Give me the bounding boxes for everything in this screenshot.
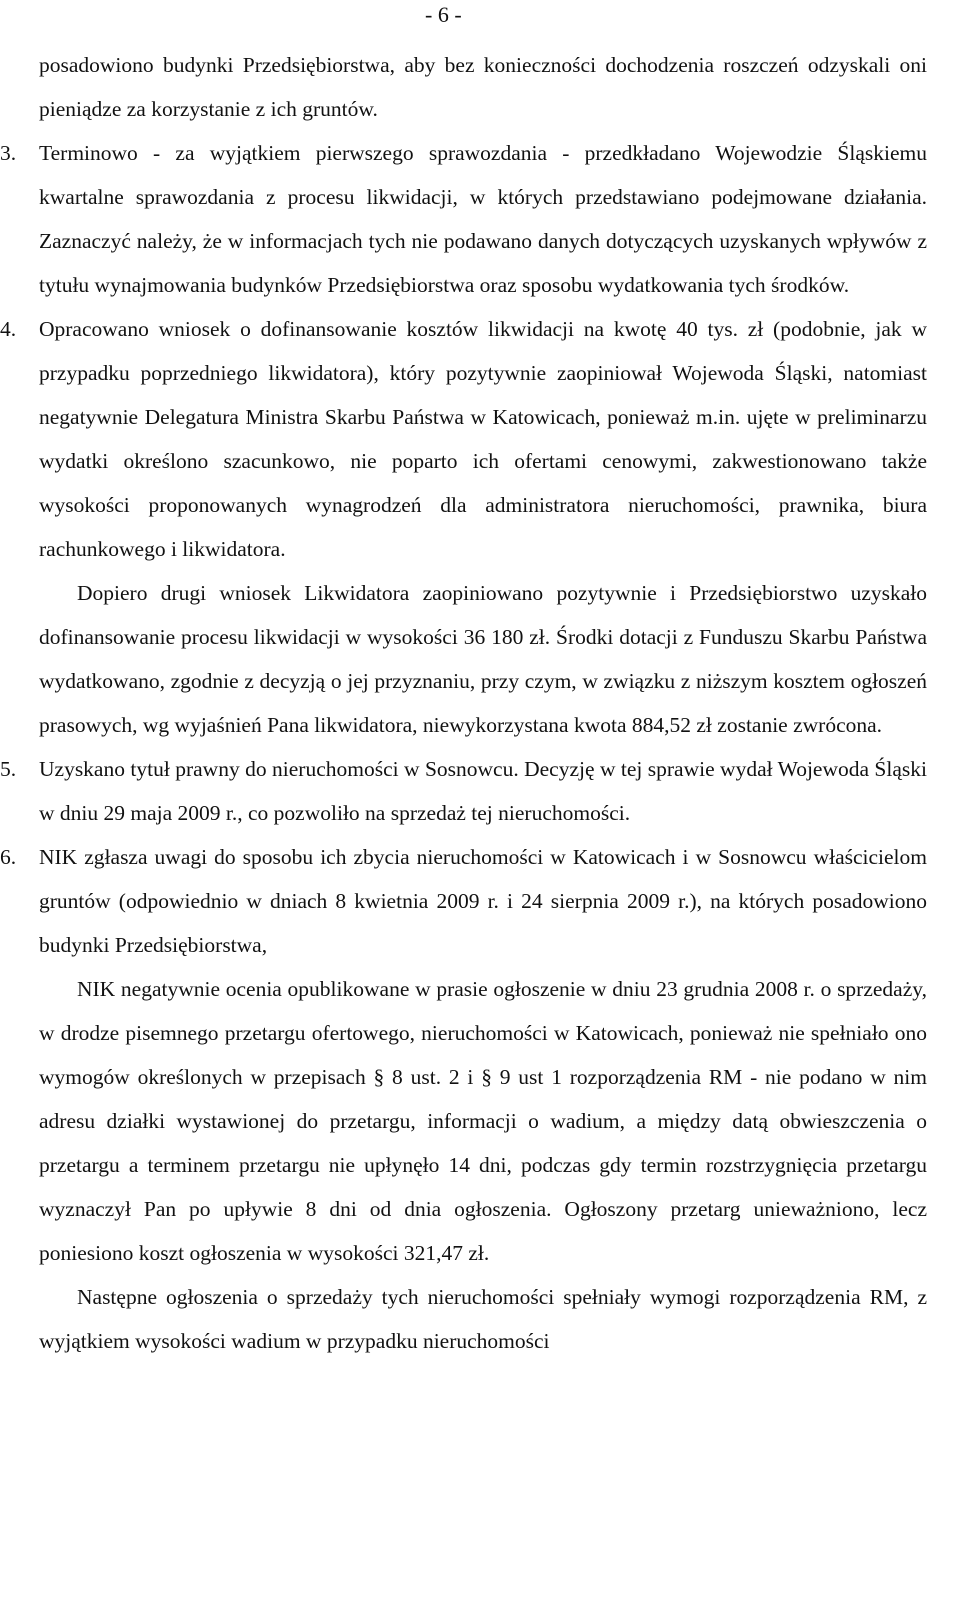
paragraph-dofinansowanie: Dopiero drugi wniosek Likwidatora zaopiniowano pozytywnie i Przedsiębiorstwo uzyskało dofinansowanie procesu likwidacji w wysokości 36 180 zł. Środki dotacji z Funduszu Skarbu Państwa wydatkowano, zgodnie z decyzją o jej przyznaniu, przy czym, w związku z niższym kosztem ogłoszeń prasowych, wg wyjaśnień Pana likwidatora, niewykorzystana kwota 884,52 zł zostanie zwrócona. [39,581,927,737]
list-item-4 [0,307,927,571]
paragraph-continuation: posadowiono budynki Przedsiębiorstwa, aby bez konieczności dochodzenia roszczeń odzyskali oni pieniądze za korzystanie z ich gruntów. [39,53,927,121]
list-number: 5. [0,757,17,781]
list-number: 3. [0,141,17,165]
list-item-text: Opracowano wniosek o dofinansowanie kosztów likwidacji na kwotę 40 tys. zł (podobnie, jak w przypadku poprzedniego likwidatora), który pozytywnie zaopiniował Wojewoda Śląski, natomiast negatywnie Delegatura Ministra Skarbu Państwa w Katowicach, ponieważ m.in. ujęte w preliminarzu wydatki określono szacunkowo, nie poparto ich ofertami cenowymi, zakwestionowano także wysokości proponowanych wynagrodzeń dla administratora nieruchomości, prawnika, biura rachunkowego i likwidatora. [39,317,927,561]
list-item-6 [0,835,927,967]
list-item-text: NIK zgłasza uwagi do sposobu ich zbycia nieruchomości w Katowicach i w Sosnowcu właścicielom gruntów (odpowiednio w dniach 8 kwietnia 2009 r. i 24 sierpnia 2009 r.), na których posadowiono budynki Przedsiębiorstwa, [39,845,927,957]
document-body [0,43,927,1363]
paragraph-nastepne-ogloszenia: Następne ogłoszenia o sprzedaży tych nieruchomości spełniały wymogi rozporządzenia RM, z wyjątkiem wysokości wadium w przypadku nieruchomości [39,1285,927,1353]
list-number: 4. [0,317,17,341]
list-item-3 [0,131,927,307]
list-number: 6. [0,845,17,869]
list-item-5 [0,747,927,835]
paragraph-nik-ocena: NIK negatywnie ocenia opublikowane w prasie ogłoszenie w dniu 23 grudnia 2008 r. o sprzedaży, w drodze pisemnego przetargu ofertowego, nieruchomości w Katowicach, ponieważ nie spełniało ono wymogów określonych w przepisach § 8 ust. 2 i § 9 ust 1 rozporządzenia RM - nie podano w nim adresu działki wystawionej do przetargu, informacji o wadium, a między datą obwieszczenia o przetargu a terminem przetargu nie upłynęło 14 dni, podczas gdy termin rozstrzygnięcia przetargu wyznaczył Pan po upływie 8 dni od dnia ogłoszenia. Ogłoszony przetarg unieważniono, lecz poniesiono koszt ogłoszenia w wysokości 321,47 zł. [39,977,927,1265]
page-number: - 6 - [425,2,462,27]
list-item-text: Uzyskano tytuł prawny do nieruchomości w Sosnowcu. Decyzję w tej sprawie wydał Wojewoda Śląski w dniu 29 maja 2009 r., co pozwoliło na sprzedaż tej nieruchomości. [39,757,927,825]
list-item-text: Terminowo - za wyjątkiem pierwszego sprawozdania - przedkładano Wojewodzie Śląskiemu kwartalne sprawozdania z procesu likwidacji, w których przedstawiano podejmowane działania. Zaznaczyć należy, że w informacjach tych nie podawano danych dotyczących uzyskanych wpływów z tytułu wynajmowania budynków Przedsiębiorstwa oraz sposobu wydatkowania tych środków. [39,141,927,297]
